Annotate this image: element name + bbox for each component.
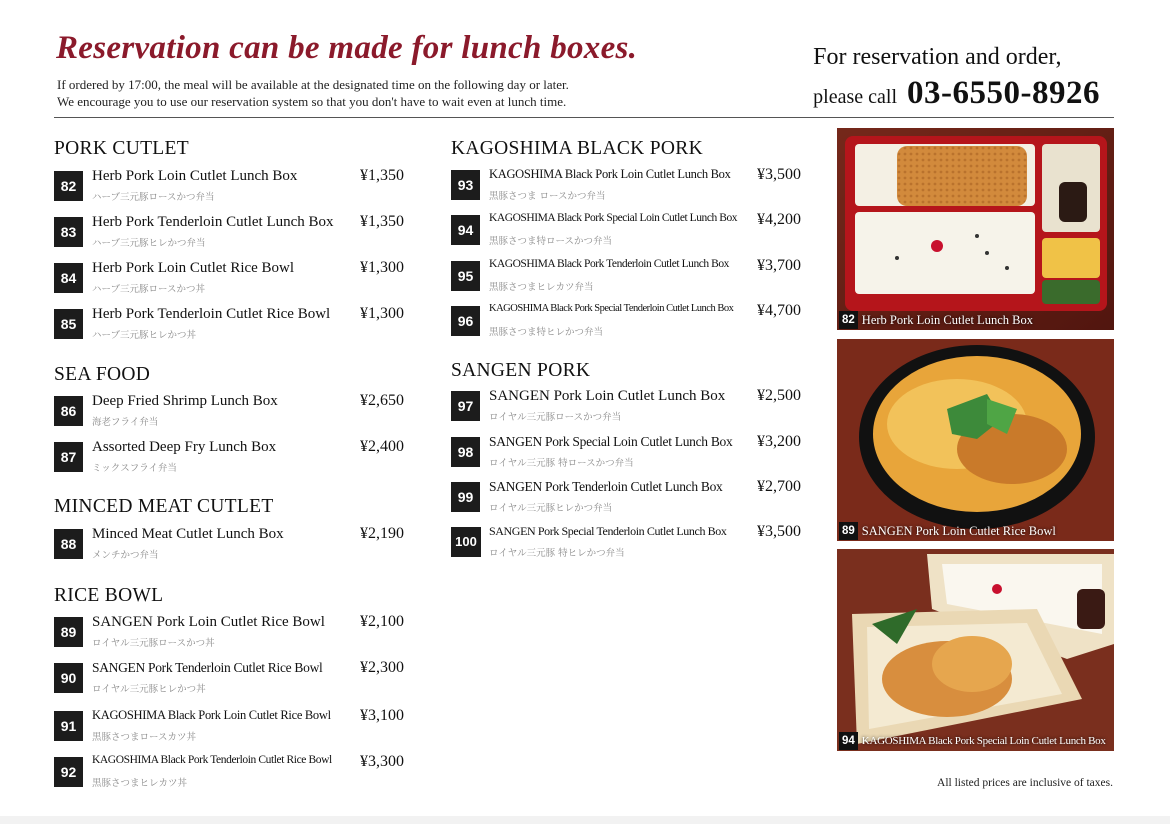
menu-item[interactable]	[54, 259, 409, 295]
item-price: ¥2,700	[757, 478, 801, 495]
item-number-badge: 89	[54, 617, 83, 647]
item-name: SANGEN Pork Loin Cutlet Lunch Box	[489, 388, 726, 404]
menu-item[interactable]	[451, 478, 806, 514]
photo-sangen-pork-loin-cutlet-rice-bowl	[837, 339, 1114, 541]
item-number-badge: 98	[451, 437, 480, 467]
menu-item[interactable]	[54, 707, 409, 743]
item-name: Herb Pork Tenderloin Cutlet Rice Bowl	[92, 306, 331, 322]
header-divider	[54, 117, 1114, 118]
item-japanese-name: ハーブ三元豚ヒレかつ丼	[92, 330, 197, 341]
category-pork-cutlet: PORK CUTLET	[54, 138, 189, 159]
item-number-badge: 93	[451, 170, 480, 200]
item-japanese-name: ロイヤル三元豚ロースかつ丼	[92, 638, 215, 649]
item-name: Minced Meat Cutlet Lunch Box	[92, 526, 284, 542]
item-number-badge: 83	[54, 217, 83, 247]
contact-prefix: please call	[813, 86, 898, 108]
item-number-badge: 91	[54, 711, 83, 741]
item-price: ¥2,300	[360, 659, 404, 676]
caption-number: 89	[839, 522, 858, 540]
item-japanese-name: 黒豚さつま特ロースかつ弁当	[489, 236, 613, 247]
phone-number[interactable]: 03-6550-8926	[907, 75, 1100, 111]
item-name: KAGOSHIMA Black Pork Tenderloin Cutlet Rice Bowl	[92, 754, 332, 766]
item-number-badge: 97	[451, 391, 480, 421]
item-name: Herb Pork Tenderloin Cutlet Lunch Box	[92, 214, 334, 230]
menu-item[interactable]	[451, 302, 806, 338]
order-deadline-note: If ordered by 17:00, the meal will be available at the designated time on the following day or later.	[57, 77, 569, 92]
contact-phone-line	[813, 75, 1100, 112]
item-japanese-name: 黒豚さつま ロースかつ弁当	[489, 191, 606, 202]
item-number-badge: 87	[54, 442, 83, 472]
caption-text: SANGEN Pork Loin Cutlet Rice Bowl	[861, 523, 1056, 538]
item-price: ¥1,350	[360, 213, 404, 230]
caption-number: 82	[839, 311, 858, 329]
item-japanese-name: ロイヤル三元豚ヒレかつ丼	[92, 684, 206, 695]
item-number-badge: 100	[451, 527, 481, 557]
item-number-badge: 96	[451, 306, 480, 336]
item-price: ¥1,300	[360, 305, 404, 322]
menu-item[interactable]	[451, 387, 806, 423]
menu-item[interactable]	[54, 392, 409, 428]
item-number-badge: 85	[54, 309, 83, 339]
item-number-badge: 94	[451, 215, 480, 245]
category-sea-food: SEA FOOD	[54, 364, 151, 385]
page-bottom-strip	[0, 816, 1170, 824]
item-number-badge: 86	[54, 396, 83, 426]
item-price: ¥2,400	[360, 438, 404, 455]
headline: Reservation can be made for lunch boxes.	[56, 30, 638, 66]
wooden-box-illustration	[837, 549, 1114, 751]
item-japanese-name: ロイヤル三元豚 特ロースかつ弁当	[489, 458, 634, 469]
category-minced-meat-cutlet: MINCED MEAT CUTLET	[54, 496, 274, 517]
menu-item[interactable]	[54, 305, 409, 341]
item-price: ¥1,300	[360, 259, 404, 276]
item-price: ¥2,500	[757, 387, 801, 404]
contact-block	[813, 44, 1100, 112]
item-name: SANGEN Pork Special Loin Cutlet Lunch Box	[489, 434, 733, 449]
item-japanese-name: 海老フライ弁当	[92, 417, 159, 428]
item-japanese-name: 黒豚さつま特ヒレかつ弁当	[489, 327, 604, 338]
item-price: ¥3,500	[757, 166, 801, 183]
item-name: SANGEN Pork Special Tenderloin Cutlet Lunch Box	[489, 524, 727, 538]
menu-item[interactable]	[54, 753, 409, 789]
menu-item[interactable]	[451, 166, 806, 202]
item-name: Herb Pork Loin Cutlet Rice Bowl	[92, 260, 295, 276]
menu-item[interactable]	[451, 211, 806, 247]
item-name: KAGOSHIMA Black Pork Tenderloin Cutlet Lunch Box	[489, 258, 729, 270]
photo-kagoshima-special-loin-cutlet-lunch-box	[837, 549, 1114, 751]
item-name: KAGOSHIMA Black Pork Special Tenderloin Cutlet Lunch Box	[489, 303, 734, 314]
item-number-badge: 84	[54, 263, 83, 293]
item-japanese-name: 黒豚さつまヒレカツ丼	[92, 778, 188, 789]
photo-herb-pork-loin-cutlet-lunch-box	[837, 128, 1114, 330]
item-japanese-name: ロイヤル三元豚 特ヒレかつ弁当	[489, 548, 625, 559]
item-number-badge: 92	[54, 757, 83, 787]
item-japanese-name: ハーブ三元豚ヒレかつ弁当	[92, 238, 206, 249]
photo-caption	[837, 310, 1114, 330]
photo-caption	[837, 521, 1114, 541]
menu-item[interactable]	[451, 433, 806, 469]
menu-item[interactable]	[54, 525, 409, 561]
item-price: ¥4,700	[757, 302, 801, 319]
item-price: ¥3,700	[757, 257, 801, 274]
item-name: SANGEN Pork Loin Cutlet Rice Bowl	[92, 614, 325, 630]
item-name: SANGEN Pork Tenderloin Cutlet Lunch Box	[489, 479, 723, 494]
item-name: Assorted Deep Fry Lunch Box	[92, 439, 277, 455]
caption-text: Herb Pork Loin Cutlet Lunch Box	[861, 312, 1033, 327]
caption-text: KAGOSHIMA Black Pork Special Loin Cutlet Lunch Box	[861, 735, 1106, 747]
item-price: ¥4,200	[757, 211, 801, 228]
item-price: ¥3,100	[360, 707, 404, 724]
item-name: KAGOSHIMA Black Pork Loin Cutlet Lunch Box	[489, 167, 731, 181]
category-rice-bowl: RICE BOWL	[54, 585, 164, 606]
item-japanese-name: 黒豚さつまロースカツ丼	[92, 732, 197, 743]
item-number-badge: 99	[451, 482, 480, 512]
item-name: Herb Pork Loin Cutlet Lunch Box	[92, 168, 298, 184]
item-price: ¥2,100	[360, 613, 404, 630]
item-japanese-name: メンチかつ弁当	[92, 550, 159, 561]
item-price: ¥3,500	[757, 523, 801, 540]
item-number-badge: 88	[54, 529, 83, 559]
item-price: ¥3,200	[757, 433, 801, 450]
tax-note: All listed prices are inclusive of taxes.	[937, 777, 1113, 789]
photo-caption	[837, 731, 1114, 751]
item-japanese-name: ロイヤル三元豚ロースかつ弁当	[489, 412, 622, 423]
item-japanese-name: 黒豚さつまヒレカツ弁当	[489, 282, 594, 293]
item-number-badge: 82	[54, 171, 83, 201]
item-japanese-name: ロイヤル三元豚ヒレかつ弁当	[489, 503, 613, 514]
menu-item[interactable]	[54, 613, 409, 649]
category-sangen-pork: SANGEN PORK	[451, 360, 591, 381]
item-japanese-name: ハーブ三元豚ロースかつ丼	[92, 284, 206, 295]
menu-item[interactable]	[54, 659, 409, 695]
item-name: Deep Fried Shrimp Lunch Box	[92, 393, 278, 409]
menu-item[interactable]	[54, 167, 409, 203]
item-japanese-name: ハーブ三元豚ロースかつ弁当	[92, 192, 215, 203]
menu-item[interactable]	[54, 438, 409, 474]
rice-bowl-illustration	[837, 339, 1114, 541]
category-kagoshima-black-pork: KAGOSHIMA BLACK PORK	[451, 138, 703, 159]
item-number-badge: 95	[451, 261, 480, 291]
item-price: ¥2,190	[360, 525, 404, 542]
item-name: KAGOSHIMA Black Pork Loin Cutlet Rice Bowl	[92, 708, 331, 722]
item-price: ¥2,650	[360, 392, 404, 409]
item-price: ¥3,300	[360, 753, 404, 770]
caption-number: 94	[839, 732, 858, 750]
menu-item[interactable]	[451, 257, 806, 293]
item-number-badge: 90	[54, 663, 83, 693]
item-name: SANGEN Pork Tenderloin Cutlet Rice Bowl	[92, 660, 323, 675]
contact-heading: For reservation and order,	[813, 44, 1062, 70]
menu-item[interactable]	[451, 523, 806, 559]
bento-box-illustration	[837, 128, 1114, 330]
item-japanese-name: ミックスフライ弁当	[92, 463, 177, 474]
item-name: KAGOSHIMA Black Pork Special Loin Cutlet Lunch Box	[489, 212, 738, 224]
menu-item[interactable]	[54, 213, 409, 249]
item-price: ¥1,350	[360, 167, 404, 184]
reservation-note: We encourage you to use our reservation system so that you don't have to wait even at lunch time.	[57, 94, 567, 109]
